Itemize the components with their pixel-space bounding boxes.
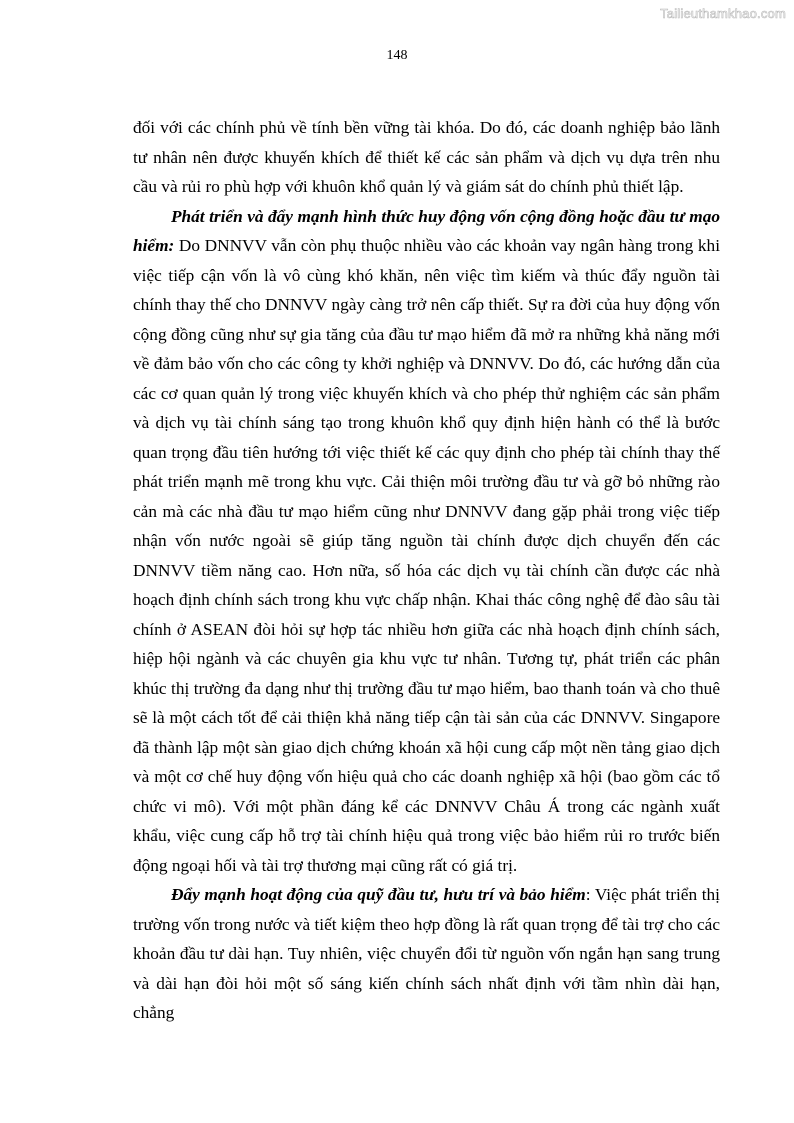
- paragraph-1: [133, 113, 720, 202]
- paragraph-1-text: đối với các chính phủ về tính bền vững tài khóa. Do đó, các doanh nghiệp bảo lãnh tư nhân nên được khuyến khích để thiết kế các sản phẩm và dịch vụ dựa trên nhu cầu và rủi ro phù hợp với khuôn khổ quản lý và giám sát do chính phủ thiết lập.: [133, 118, 720, 196]
- paragraph-2-lead: Phát triển và đẩy mạnh hình thức huy động vốn cộng đồng hoặc đầu tư mạo hiểm:: [133, 206, 720, 255]
- paragraph-2: [133, 202, 720, 881]
- paragraph-3-text: : Việc phát triển thị trường vốn trong nước và tiết kiệm theo hợp đồng là rất quan trọng để tài trợ cho các khoản đầu tư dài hạn. Tuy nhiên, việc chuyển đổi từ nguồn vốn ngắn hạn sang trung và dài hạn đòi hỏi một số sáng kiến chính sách nhất định với tầm nhìn dài hạn, chẳng: [133, 885, 721, 1022]
- page-number: 148: [386, 48, 408, 63]
- watermark: Tailieuthamkhao.com: [660, 6, 786, 21]
- paragraph-3: [133, 880, 720, 1028]
- paragraph-2-text: Do DNNVV vẫn còn phụ thuộc nhiều vào các khoản vay ngân hàng trong khi việc tiếp cận vốn là vô cùng khó khăn, nên việc tìm kiếm và thúc đẩy nguồn tài chính thay thế cho DNNVV ngày càng trở nên cấp thiết. Sự ra đời của huy động vốn cộng đồng cũng như sự gia tăng của đầu tư mạo hiểm đã mở ra những khả năng mới về đảm bảo vốn cho các công ty khởi nghiệp và DNNVV. Do đó, các hướng dẫn của các cơ quan quản lý trong việc khuyến khích và cho phép thử nghiệm các sản phẩm và dịch vụ tài chính sáng tạo trong khuôn khổ quy định hiện hành có thể là bước quan trọng đầu tiên hướng tới việc thiết kế các quy định cho phép tài chính thay thế phát triển mạnh mẽ trong khu vực. Cải thiện môi trường đầu tư và gỡ bỏ những rào cản mà các nhà đầu tư mạo hiểm cũng như DNNVV đang gặp phải trong việc tiếp nhận vốn nước ngoài sẽ giúp tăng nguồn tài chính được dịch chuyển đến các DNNVV tiềm năng cao. Hơn nữa, số hóa các dịch vụ tài chính cần được các nhà hoạch định chính sách trong khu vực chấp nhận. Khai thác công nghệ để đào sâu tài chính ở ASEAN đòi hỏi sự hợp tác nhiều hơn giữa các nhà hoạch định chính sách, hiệp hội ngành và các chuyên gia khu vực tư nhân. Tương tự, phát triển các phân khúc thị trường đa dạng như thị trường đầu tư mạo hiểm, bao thanh toán và cho thuê sẽ là một cách tốt để cải thiện khả năng tiếp cận tài sản của các DNNVV. Singapore đã thành lập một sàn giao dịch chứng khoán xã hội cung cấp một nền tảng giao dịch và một cơ chế huy động vốn hiệu quả cho các doanh nghiệp xã hội (bao gồm các tổ chức vi mô). Với một phần đáng kể các DNNVV Châu Á trong các ngành xuất khẩu, việc cung cấp hỗ trợ tài chính hiệu quả trong việc bảo hiểm rủi ro trước biến động ngoại hối và tài trợ thương mại cũng rất có giá trị.: [133, 236, 720, 875]
- document-body: [133, 113, 720, 1028]
- paragraph-3-lead: Đẩy mạnh hoạt động của quỹ đầu tư, hưu trí và bảo hiểm: [171, 885, 586, 904]
